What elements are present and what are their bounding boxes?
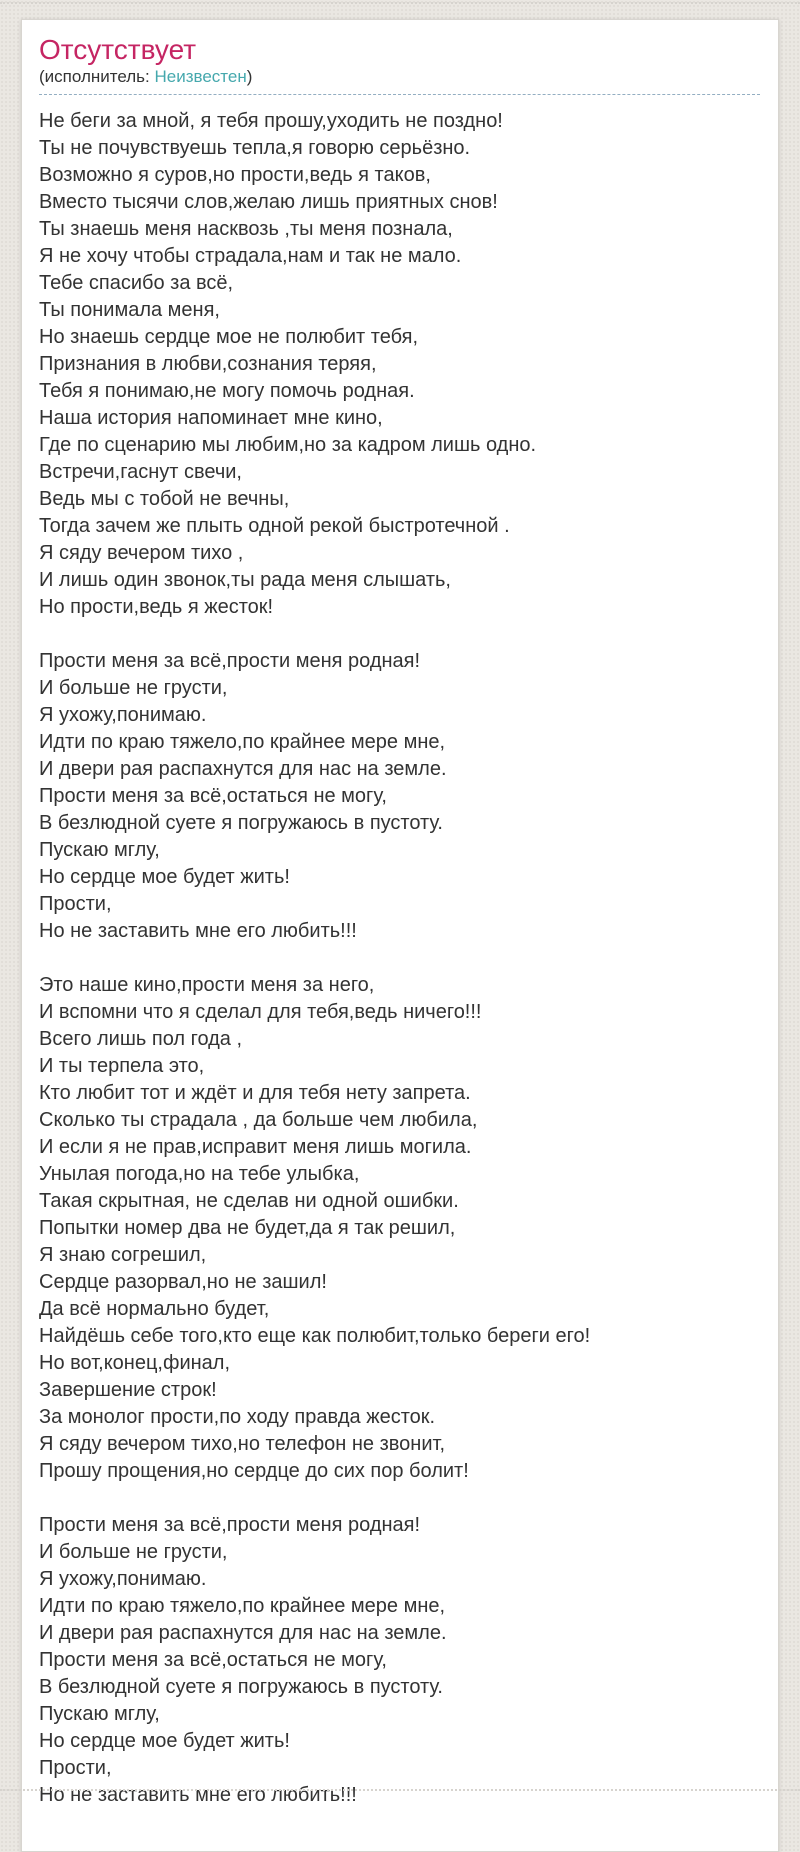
lyric-line: Прости меня за всё,прости меня родная! [39,1514,421,1536]
bottom-divider [0,1789,800,1791]
lyric-line: И больше не грусти, [39,677,228,699]
top-divider [0,2,800,4]
lyric-line: Но сердце мое будет жить! [39,866,290,888]
lyric-line: Прости меня за всё,остаться не могу, [39,1649,387,1671]
lyric-line: Всего лишь пол года , [39,1028,243,1050]
lyric-line: Найдёшь себе того,кто еще как полюбит,только береги его! [39,1325,591,1347]
lyric-line: Ведь мы с тобой не вечны, [39,488,290,510]
lyric-line: Но сердце мое будет жить! [39,1730,290,1752]
lyric-line: Но прости,ведь я жесток! [39,596,274,618]
lyric-line: Я сяду вечером тихо , [39,542,244,564]
lyric-line: Кто любит тот и ждёт и для тебя нету запрета. [39,1082,471,1104]
lyric-line: И двери рая распахнутся для нас на земле. [39,758,447,780]
lyric-line: Идти по краю тяжело,по крайнее мере мне, [39,1595,446,1617]
lyric-line: Тебе спасибо за всё, [39,272,234,294]
lyric-line: За монолог прости,по ходу правда жесток. [39,1406,436,1428]
lyric-line: И если я не прав,исправит меня лишь могила. [39,1136,472,1158]
lyric-line: Возможно я суров,но прости,ведь я таков, [39,164,431,186]
lyric-line: И двери рая распахнутся для нас на земле. [39,1622,447,1644]
lyric-line: Прости, [39,893,112,915]
lyric-line: Где по сценарию мы любим,но за кадром лишь одно. [39,434,537,456]
lyric-line: Не беги за мной, я тебя прошу,уходить не поздно! [39,110,503,132]
lyric-line: Наша история напоминает мне кино, [39,407,383,429]
lyric-line: Сердце разорвал,но не зашил! [39,1271,327,1293]
lyric-line: Тогда зачем же плыть одной рекой быстротечной . [39,515,510,537]
lyric-line: Пускаю мглу, [39,839,160,861]
lyric-line: Прошу прощения,но сердце до сих пор болит! [39,1460,469,1482]
lyric-line: Сколько ты страдала , да больше чем любила, [39,1109,478,1131]
lyric-line: Попытки номер два не будет,да я так решил, [39,1217,456,1239]
lyric-line: Я не хочу чтобы страдала,нам и так не мало. [39,245,462,267]
lyric-line: И больше не грусти, [39,1541,228,1563]
lyric-line: Но не заставить мне его любить!!! [39,920,357,942]
lyric-line: Это наше кино,прости меня за него, [39,974,375,996]
lyric-line [39,945,760,972]
lyric-line: Но знаешь сердце мое не полюбит тебя, [39,326,419,348]
lyric-line: Да всё нормально будет, [39,1298,270,1320]
header [39,34,760,95]
lyrics-card [21,19,779,1852]
lyric-line: Я знаю согрешил, [39,1244,207,1266]
lyric-line: Я ухожу,понимаю. [39,1568,207,1590]
lyric-line: Ты не почувствуешь тепла,я говорю серьёзно. [39,137,471,159]
lyric-line: Тебя я понимаю,не могу помочь родная. [39,380,415,402]
artist-line [39,66,760,95]
lyric-line: Признания в любви,сознания теряя, [39,353,377,375]
lyric-line: Вместо тысячи слов,желаю лишь приятных снов! [39,191,498,213]
lyric-line: Я сяду вечером тихо,но телефон не звонит, [39,1433,446,1455]
lyric-line: Ты знаешь меня насквозь ,ты меня познала, [39,218,453,240]
lyric-line: И вспомни что я сделал для тебя,ведь ничего!!! [39,1001,482,1023]
lyric-line: Такая скрытная, не сделав ни одной ошибки. [39,1190,459,1212]
lyric-line: В безлюдной суете я погружаюсь в пустоту. [39,1676,443,1698]
lyric-line: Идти по краю тяжело,по крайнее мере мне, [39,731,446,753]
artist-prefix: (исполнитель: [39,67,155,86]
song-title-link[interactable]: Отсутствует [39,34,197,65]
lyric-line: Завершение строк! [39,1379,217,1401]
lyric-line: Встречи,гаснут свечи, [39,461,242,483]
lyric-line: Прости, [39,1757,112,1779]
lyric-line: В безлюдной суете я погружаюсь в пустоту. [39,812,443,834]
lyric-line: Но не заставить мне его любить!!! [39,1784,357,1806]
lyric-line: И лишь один звонок,ты рада меня слышать, [39,569,451,591]
artist-suffix: ) [246,67,253,86]
lyric-line: Прости меня за всё,остаться не могу, [39,785,387,807]
artist-link[interactable]: Неизвестен [154,67,247,86]
lyric-line [39,621,760,648]
lyric-line: Унылая погода,но на тебе улыбка, [39,1163,360,1185]
lyric-line: Я ухожу,понимаю. [39,704,207,726]
lyric-line: И ты терпела это, [39,1055,205,1077]
lyric-line: Пускаю мглу, [39,1703,160,1725]
lyrics-text [39,108,760,1809]
lyric-line: Но вот,конец,финал, [39,1352,231,1374]
lyric-line: Ты понимала меня, [39,299,220,321]
lyric-line [39,1485,760,1512]
lyric-line: Прости меня за всё,прости меня родная! [39,650,421,672]
